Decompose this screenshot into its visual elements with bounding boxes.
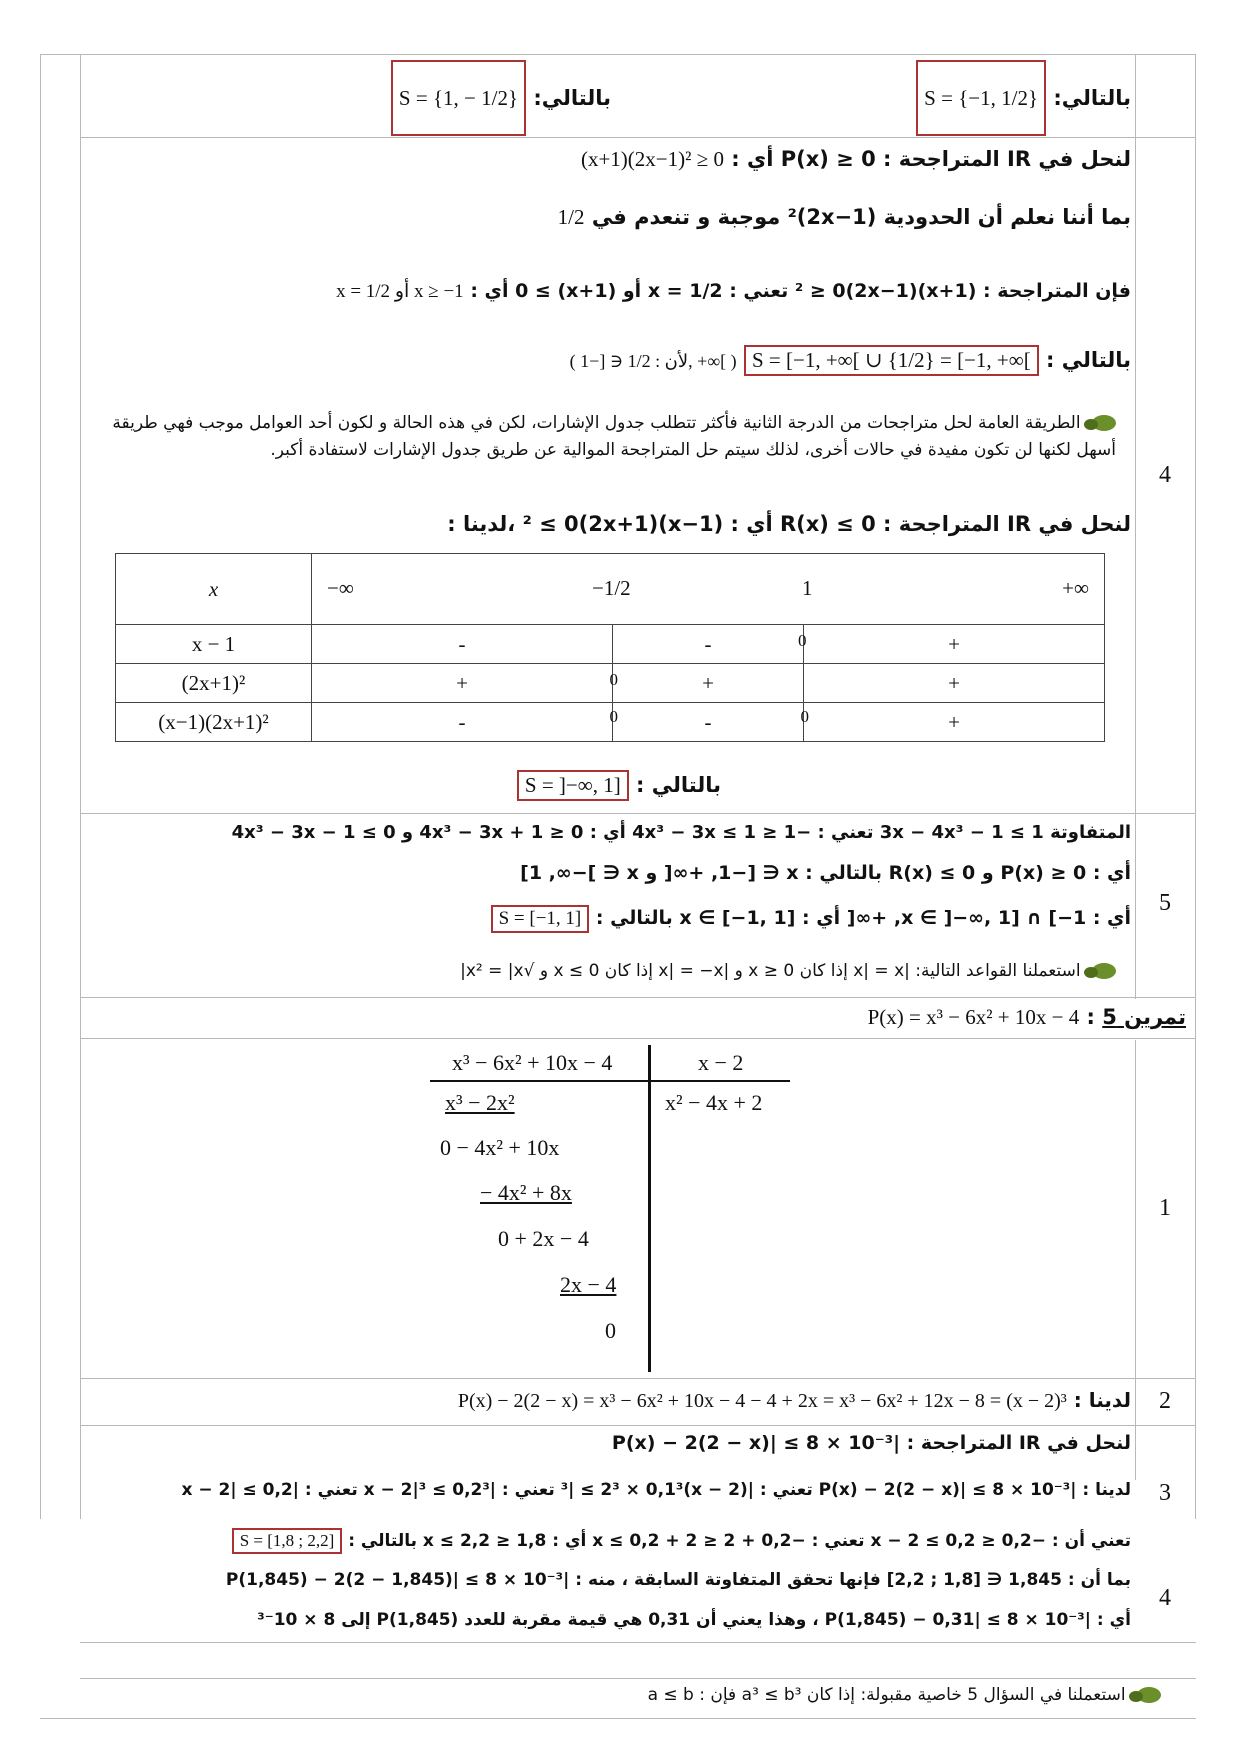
frame-bottom xyxy=(40,1718,1196,1719)
comment-bubble-icon xyxy=(1137,1687,1161,1703)
ex5-title: تمرين 5 xyxy=(1102,1005,1186,1029)
division-step5: 2x − 4 xyxy=(560,1272,617,1297)
q4-result-set: S = ]−∞, 1] xyxy=(517,770,629,801)
q3-set-box: S = [1,8 ; 2,2] xyxy=(232,1528,343,1554)
divisor-underline xyxy=(650,1080,790,1082)
top-right-result xyxy=(916,60,1131,130)
q4-set-box: S = [−1, +∞[ ∪ {1/2} = [−1, +∞[ xyxy=(744,345,1039,376)
row-sep-5 xyxy=(80,1378,1196,1379)
ex5-n2: 2 xyxy=(1159,1388,1171,1414)
ex5-q3-line1: لنحل في IR المتراجحة : |P(x) − 2(2 − x)| ≤ 8 × 10⁻³ xyxy=(611,1432,1131,1454)
ex5-q2: لدينا : P(x) − 2(2 − x) = x³ − 6x² + 10x − 4 − 4 + 2x = x³ − 6x² + 12x − 8 = (x − 2)³ xyxy=(457,1388,1131,1412)
ex5-n1: 1 xyxy=(1159,1195,1171,1221)
dividend: x³ − 6x² + 10x − 4 xyxy=(452,1050,613,1075)
q4-line3: فإن المتراجحة : (x+1)(2x−1)² ≥ 0 تعني : x = 1/2 أو (x+1) ≥ 0 أي : x = 1/2 أو x ≥ −1 xyxy=(336,280,1131,302)
row-sep-8 xyxy=(80,1678,1196,1679)
q5-set-box: S = [−1, 1] xyxy=(491,905,590,933)
q5-line3: أي : x ∈ ]−∞, 1] ∩ [−1, +∞[ أي : x ∈ [−1, 1] بالتالي : S = [−1, 1] xyxy=(491,905,1131,933)
row-sep-7 xyxy=(80,1642,1196,1643)
top-left-label: بالتالي: xyxy=(533,86,611,110)
q5-line1: المتفاوتة 1 ≥ 3x − 4x³ − 1 تعني : −1 ≤ 4x³ − 3x ≤ 1 أي : 4x³ − 3x + 1 ≥ 0 و 4x³ − 3x − 1 ≤ 0 xyxy=(231,822,1131,843)
top-left-set: S = {1, − 1/2} xyxy=(391,60,526,136)
final-note: استعملنا في السؤال 5 خاصية مقبولة: إذا كان a³ ≤ b³ فإن : a ≤ b xyxy=(648,1682,1161,1709)
division-step1: x³ − 2x² xyxy=(445,1090,515,1115)
division-step3: − 4x² + 8x xyxy=(480,1180,572,1205)
q4-line4: بالتالي : S = [−1, +∞[ ∪ {1/2} = [−1, +∞[ ( لأن : 1/2 ∈ [−1, +∞[ ) xyxy=(570,345,1131,376)
ex5-q4-line2: أي : |P(1,845) − 0,31| ≤ 8 × 10⁻³ ، وهذا يعني أن 0,31 هي قيمة مقربة للعدد P(1,845) إلى 8 × 10⁻³ xyxy=(257,1610,1131,1630)
q5-rules-note: استعملنا القواعد التالية: |x| = x إذا كان x ≥ 0 و |x| = −x إذا كان x ≤ 0 و √x² = |x| xyxy=(460,958,1116,985)
division-vertical-bar xyxy=(648,1045,651,1372)
row-sep-1 xyxy=(80,137,1196,138)
row-sep-6 xyxy=(80,1425,1196,1426)
sign-table-x: x xyxy=(116,554,312,625)
frame-num-col xyxy=(1135,54,1136,999)
comment-bubble-icon xyxy=(1092,963,1116,979)
q4-line1: لنحل في IR المتراجحة : P(x) ≥ 0 أي : (x+1)(2x−1)² ≥ 0 xyxy=(580,147,1131,171)
top-right-set: S = {−1, 1/2} xyxy=(916,60,1046,136)
q4-result: بالتالي : S = ]−∞, 1] xyxy=(517,770,721,801)
ex5-q3-line3: تعني أن : −0,2 ≤ x − 2 ≤ 0,2 تعني : −0,2 + 2 ≤ x ≤ 0,2 + 2 أي : 1,8 ≤ x ≤ 2,2 بالتالي : S = [1,8 ; 2,2] xyxy=(232,1528,1131,1554)
ex5-header: تمرين 5 : P(x) = x³ − 6x² + 10x − 4 xyxy=(867,1005,1186,1029)
q5-line2: أي : P(x) ≥ 0 و R(x) ≤ 0 بالتالي : x ∈ [−1, +∞[ و x ∈ ]−∞, 1] xyxy=(520,862,1131,884)
sign-table: x −∞ −1/2 1 +∞ x − 1 - - 0 + (2x+1)² + 0 + + (x−1)(2x+1)² - 0 - 0 + xyxy=(115,553,1105,742)
frame-top xyxy=(40,54,1196,55)
row-sep-2 xyxy=(80,813,1196,814)
sign-table-header-values: −∞ −1/2 1 +∞ xyxy=(312,554,1105,625)
top-left-result xyxy=(391,60,611,130)
ex5-q3-line2: لدينا : |P(x) − 2(2 − x)| ≤ 8 × 10⁻³ تعني : |(x − 2)³| ≤ 2³ × 0,1³ تعني : |x − 2|³ ≤ 0,2³ تعني : |x − 2| ≤ 0,2 xyxy=(181,1480,1131,1500)
frame-left xyxy=(40,54,41,1519)
row-sep-3 xyxy=(80,997,1196,998)
q4-number: 4 xyxy=(1159,462,1171,488)
division-step6: 0 xyxy=(605,1318,616,1343)
ex5-poly: P(x) = x³ − 6x² + 10x − 4 xyxy=(867,1005,1080,1029)
frame-right xyxy=(1195,54,1196,1519)
division-step4: 0 + 2x − 4 xyxy=(498,1226,589,1251)
comment-bubble-icon xyxy=(1092,415,1116,431)
q4-method-note: الطريقة العامة لحل متراجحات من الدرجة الثانية فأكثر تتطلب جدول الإشارات، لكن في هذه الحالة و لكون أحد العوامل موجب فهي طريقة أسهل لكنها لن تكون مفيدة في حالات أخرى، لذلك سيتم حل المتراجحة الموالية عن طريق جدول الإشارات لاستفادة أكبر. xyxy=(112,413,1116,460)
q4-line5: لنحل في IR المتراجحة : R(x) ≤ 0 أي : (x−1)(2x+1)² ≤ 0 ،لدينا : xyxy=(447,512,1131,536)
quotient: x² − 4x + 2 xyxy=(665,1090,763,1115)
ex5-n4: 4 xyxy=(1159,1585,1171,1611)
top-right-label: بالتالي: xyxy=(1053,86,1131,110)
row-sep-4 xyxy=(80,1038,1196,1039)
ex5-n3: 3 xyxy=(1159,1480,1171,1506)
ex5-q4-line1: بما أن : 1,845 ∈ [1,8 ; 2,2] فإنها تحقق المتفاوتة السابقة ، منه : |P(1,845) − 2(2 − 1,845)| ≤ 8 × 10⁻³ xyxy=(225,1570,1131,1590)
row-label: x − 1 xyxy=(116,625,312,664)
q4-line2: بما أننا نعلم أن الحدودية (2x−1)² موجبة و تنعدم في 1/2 xyxy=(557,205,1131,229)
frame-left2 xyxy=(80,54,81,1519)
divisor: x − 2 xyxy=(698,1050,744,1075)
q5-number: 5 xyxy=(1159,890,1171,916)
division-step2: 0 − 4x² + 10x xyxy=(440,1135,560,1160)
